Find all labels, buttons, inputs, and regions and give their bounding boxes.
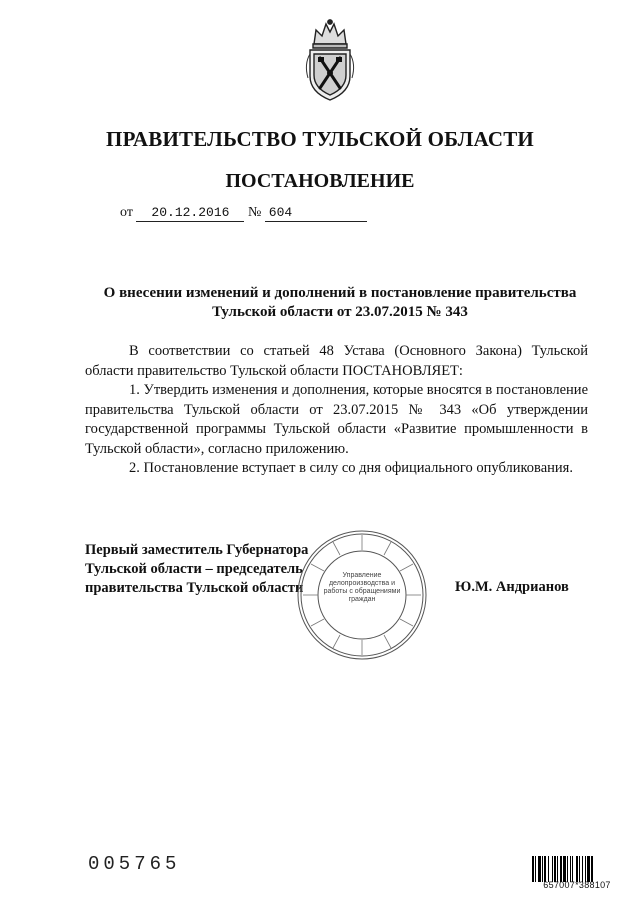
barcode-number: 657007*388107 [543, 880, 611, 890]
barcode-bar [557, 856, 558, 882]
official-stamp [295, 528, 429, 662]
barcode-bar [579, 856, 580, 882]
document-subject [80, 284, 600, 322]
barcode-bar [567, 856, 568, 882]
position-line-1: Первый заместитель Губернатора [85, 542, 309, 558]
document-date: 20.12.2016 [136, 205, 244, 222]
barcode-bar [570, 856, 571, 882]
registration-number: 005765 [88, 853, 181, 875]
barcode-bar [587, 856, 590, 882]
barcode-bar [591, 856, 593, 882]
date-prefix: от [120, 205, 133, 220]
document-number: 604 [265, 205, 367, 222]
document-body [85, 342, 588, 479]
signatory-position [85, 541, 308, 598]
organization-title: ПРАВИТЕЛЬСТВО ТУЛЬСКОЙ ОБЛАСТИ [106, 127, 534, 151]
stamp-text: Управление делопроизводства и работы с обращениями граждан [323, 572, 401, 603]
item-1-paragraph: 1. Утвердить изменения и дополнения, которые вносятся в постановление правительства Тульской области от 23.07.2015 № 343 «Об утверждении государственной программы Тульской области «Развитие промышленности в Тульской области», согласно приложению. [85, 382, 588, 457]
barcode [532, 856, 622, 882]
barcode-bar [544, 856, 546, 882]
barcode-bar [538, 856, 541, 882]
subject-line-1: О внесении изменений и дополнений в постановление правительства [103, 285, 577, 301]
intro-paragraph: В соответствии со статьей 48 Устава (Основного Закона) Тульской области правительство Тульской области ПОСТАНОВЛЯЕТ: [85, 343, 588, 379]
barcode-bar [585, 856, 586, 882]
item-2-paragraph: 2. Постановление вступает в силу со дня официального опубликования. [129, 460, 573, 476]
coat-of-arms-emblem [300, 18, 360, 102]
position-line-3: правительства Тульской области [85, 580, 304, 596]
barcode-bar [572, 856, 573, 882]
subject-line-2: Тульской области от 23.07.2015 № 343 [212, 304, 468, 320]
document-type-title: ПОСТАНОВЛЕНИЕ [225, 170, 415, 192]
signatory-name: Ю.М. Андрианов [455, 579, 569, 595]
date-number-line [120, 205, 367, 222]
barcode-bar [532, 856, 534, 882]
barcode-bar [576, 856, 578, 882]
position-line-2: Тульской области – председатель [85, 561, 303, 577]
barcode-bar [554, 856, 556, 882]
barcode-bar [548, 856, 549, 882]
barcode-bar [582, 856, 583, 882]
barcode-bar [563, 856, 566, 882]
barcode-bar [535, 856, 536, 882]
barcode-bar [552, 856, 553, 882]
barcode-bar [542, 856, 543, 882]
barcode-bar [560, 856, 562, 882]
number-prefix: № [247, 205, 262, 220]
